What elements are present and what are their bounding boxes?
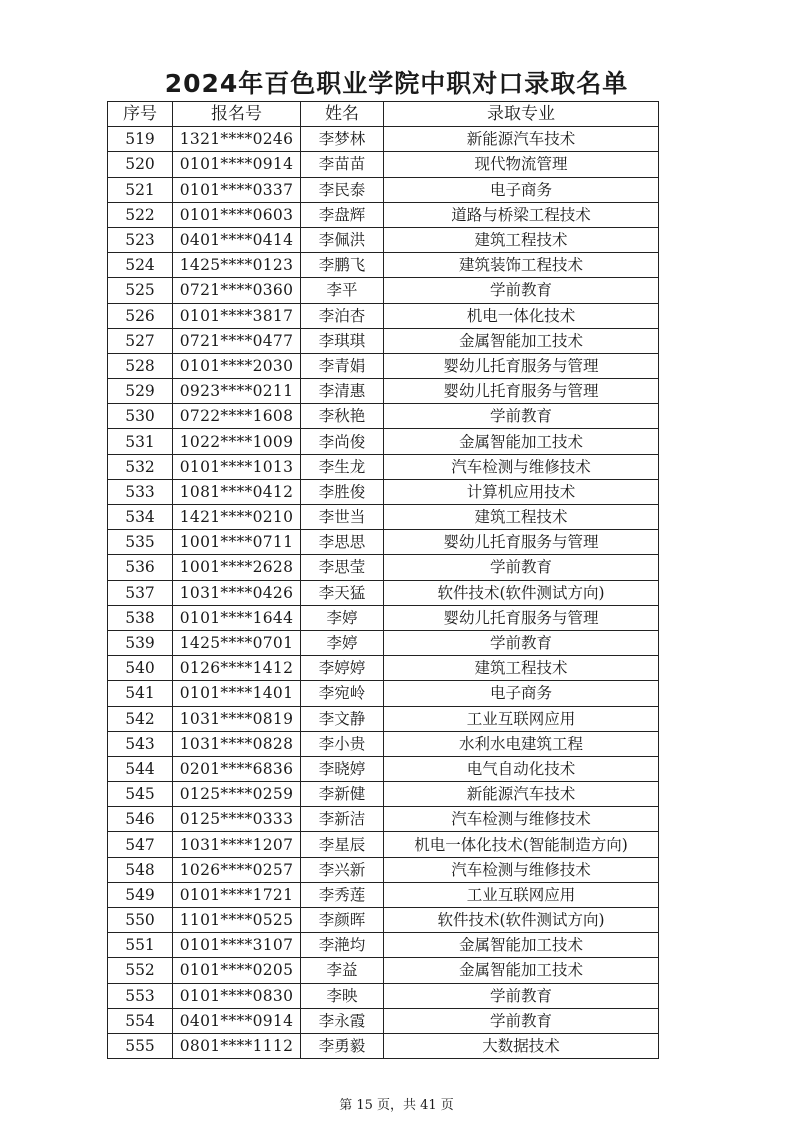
name-cell: 李秀莲 (301, 882, 384, 907)
major-cell: 电气自动化技术 (384, 756, 659, 781)
serial-cell: 535 (108, 530, 173, 555)
major-cell: 机电一体化技术 (384, 303, 659, 328)
registration-number-cell: 0721****0360 (173, 278, 301, 303)
table-row (108, 278, 659, 303)
serial-cell: 548 (108, 857, 173, 882)
registration-number-cell: 0126****1412 (173, 656, 301, 681)
serial-cell: 519 (108, 127, 173, 152)
major-cell: 新能源汽车技术 (384, 127, 659, 152)
major-cell: 学前教育 (384, 278, 659, 303)
registration-number-cell: 0125****0259 (173, 782, 301, 807)
serial-cell: 524 (108, 253, 173, 278)
serial-cell: 520 (108, 152, 173, 177)
major-cell: 金属智能加工技术 (384, 958, 659, 983)
serial-cell: 541 (108, 681, 173, 706)
name-cell: 李天猛 (301, 580, 384, 605)
registration-number-cell: 0923****0211 (173, 379, 301, 404)
major-cell: 建筑工程技术 (384, 656, 659, 681)
serial-cell: 527 (108, 328, 173, 353)
table-row (108, 782, 659, 807)
serial-cell: 554 (108, 1008, 173, 1033)
major-cell: 汽车检测与维修技术 (384, 857, 659, 882)
table-row (108, 429, 659, 454)
serial-cell: 526 (108, 303, 173, 328)
name-cell: 李新健 (301, 782, 384, 807)
admission-table (107, 101, 659, 1059)
major-cell: 新能源汽车技术 (384, 782, 659, 807)
table-row (108, 303, 659, 328)
serial-cell: 530 (108, 404, 173, 429)
table-row (108, 328, 659, 353)
registration-number-cell: 1425****0123 (173, 253, 301, 278)
major-cell: 建筑工程技术 (384, 505, 659, 530)
table-row (108, 555, 659, 580)
serial-cell: 545 (108, 782, 173, 807)
table-row (108, 832, 659, 857)
name-cell: 李益 (301, 958, 384, 983)
registration-number-cell: 1421****0210 (173, 505, 301, 530)
table-row (108, 605, 659, 630)
name-cell: 李勇毅 (301, 1033, 384, 1058)
table-row (108, 958, 659, 983)
registration-number-cell: 1031****1207 (173, 832, 301, 857)
serial-cell: 550 (108, 908, 173, 933)
serial-cell: 525 (108, 278, 173, 303)
name-cell: 李颜晖 (301, 908, 384, 933)
serial-cell: 532 (108, 454, 173, 479)
serial-cell: 536 (108, 555, 173, 580)
registration-number-cell: 1031****0426 (173, 580, 301, 605)
registration-number-cell: 1022****1009 (173, 429, 301, 454)
table-row (108, 530, 659, 555)
table-body (108, 127, 659, 1059)
major-cell: 建筑装饰工程技术 (384, 253, 659, 278)
registration-number-cell: 0101****3107 (173, 933, 301, 958)
major-cell: 金属智能加工技术 (384, 429, 659, 454)
name-cell: 李泊杏 (301, 303, 384, 328)
serial-cell: 542 (108, 706, 173, 731)
registration-number-cell: 0101****0205 (173, 958, 301, 983)
registration-number-cell: 0101****0337 (173, 177, 301, 202)
name-cell: 李盘辉 (301, 202, 384, 227)
major-cell: 建筑工程技术 (384, 227, 659, 252)
major-cell: 学前教育 (384, 404, 659, 429)
serial-cell: 529 (108, 379, 173, 404)
table-row (108, 1033, 659, 1058)
name-cell: 李婷 (301, 605, 384, 630)
major-cell: 学前教育 (384, 983, 659, 1008)
name-cell: 李思莹 (301, 555, 384, 580)
name-cell: 李生龙 (301, 454, 384, 479)
table-row (108, 127, 659, 152)
registration-number-cell: 0721****0477 (173, 328, 301, 353)
table-row (108, 404, 659, 429)
registration-number-cell: 0125****0333 (173, 807, 301, 832)
major-cell: 水利水电建筑工程 (384, 731, 659, 756)
registration-number-cell: 0101****3817 (173, 303, 301, 328)
serial-cell: 539 (108, 630, 173, 655)
registration-number-cell: 1031****0828 (173, 731, 301, 756)
name-cell: 李星辰 (301, 832, 384, 857)
registration-number-cell: 1425****0701 (173, 630, 301, 655)
major-cell: 金属智能加工技术 (384, 328, 659, 353)
document-title: 2024年百色职业学院中职对口录取名单 (164, 69, 629, 98)
header-major: 录取专业 (384, 102, 659, 127)
name-cell: 李民泰 (301, 177, 384, 202)
table-row (108, 983, 659, 1008)
table-row (108, 857, 659, 882)
serial-cell: 555 (108, 1033, 173, 1058)
serial-cell: 538 (108, 605, 173, 630)
major-cell: 学前教育 (384, 1008, 659, 1033)
table-header-row (108, 102, 659, 127)
name-cell: 李胜俊 (301, 479, 384, 504)
name-cell: 李佩洪 (301, 227, 384, 252)
name-cell: 李婷婷 (301, 656, 384, 681)
registration-number-cell: 1081****0412 (173, 479, 301, 504)
header-serial: 序号 (108, 102, 173, 127)
name-cell: 李尚俊 (301, 429, 384, 454)
serial-cell: 528 (108, 353, 173, 378)
header-name: 姓名 (301, 102, 384, 127)
name-cell: 李兴新 (301, 857, 384, 882)
name-cell: 李婷 (301, 630, 384, 655)
registration-number-cell: 1001****2628 (173, 555, 301, 580)
serial-cell: 547 (108, 832, 173, 857)
table-row (108, 681, 659, 706)
name-cell: 李青娟 (301, 353, 384, 378)
name-cell: 李滟均 (301, 933, 384, 958)
table-row (108, 202, 659, 227)
name-cell: 李秋艳 (301, 404, 384, 429)
major-cell: 婴幼儿托育服务与管理 (384, 605, 659, 630)
header-registration-number: 报名号 (173, 102, 301, 127)
major-cell: 金属智能加工技术 (384, 933, 659, 958)
table-row (108, 479, 659, 504)
registration-number-cell: 0101****1721 (173, 882, 301, 907)
major-cell: 电子商务 (384, 681, 659, 706)
registration-number-cell: 1031****0819 (173, 706, 301, 731)
name-cell: 李晓婷 (301, 756, 384, 781)
major-cell: 婴幼儿托育服务与管理 (384, 530, 659, 555)
table-row (108, 152, 659, 177)
registration-number-cell: 0401****0414 (173, 227, 301, 252)
major-cell: 电子商务 (384, 177, 659, 202)
table-row (108, 630, 659, 655)
major-cell: 婴幼儿托育服务与管理 (384, 353, 659, 378)
name-cell: 李映 (301, 983, 384, 1008)
table-row (108, 756, 659, 781)
name-cell: 李清惠 (301, 379, 384, 404)
registration-number-cell: 1001****0711 (173, 530, 301, 555)
table-row (108, 177, 659, 202)
name-cell: 李平 (301, 278, 384, 303)
registration-number-cell: 1321****0246 (173, 127, 301, 152)
serial-cell: 553 (108, 983, 173, 1008)
serial-cell: 537 (108, 580, 173, 605)
table-row (108, 580, 659, 605)
name-cell: 李琪琪 (301, 328, 384, 353)
serial-cell: 544 (108, 756, 173, 781)
table-row (108, 505, 659, 530)
name-cell: 李世当 (301, 505, 384, 530)
table-row (108, 882, 659, 907)
name-cell: 李鹏飞 (301, 253, 384, 278)
table-row (108, 656, 659, 681)
table-row (108, 706, 659, 731)
serial-cell: 522 (108, 202, 173, 227)
serial-cell: 546 (108, 807, 173, 832)
registration-number-cell: 0401****0914 (173, 1008, 301, 1033)
major-cell: 道路与桥梁工程技术 (384, 202, 659, 227)
name-cell: 李文静 (301, 706, 384, 731)
major-cell: 学前教育 (384, 555, 659, 580)
registration-number-cell: 0101****1013 (173, 454, 301, 479)
serial-cell: 551 (108, 933, 173, 958)
major-cell: 现代物流管理 (384, 152, 659, 177)
registration-number-cell: 0101****2030 (173, 353, 301, 378)
serial-cell: 521 (108, 177, 173, 202)
registration-number-cell: 0101****1401 (173, 681, 301, 706)
serial-cell: 534 (108, 505, 173, 530)
table-row (108, 731, 659, 756)
serial-cell: 540 (108, 656, 173, 681)
registration-number-cell: 0801****1112 (173, 1033, 301, 1058)
table-row (108, 379, 659, 404)
name-cell: 李永霞 (301, 1008, 384, 1033)
serial-cell: 531 (108, 429, 173, 454)
major-cell: 工业互联网应用 (384, 882, 659, 907)
table-row (108, 253, 659, 278)
registration-number-cell: 1026****0257 (173, 857, 301, 882)
registration-number-cell: 0722****1608 (173, 404, 301, 429)
name-cell: 李思思 (301, 530, 384, 555)
serial-cell: 549 (108, 882, 173, 907)
name-cell: 李小贵 (301, 731, 384, 756)
serial-cell: 533 (108, 479, 173, 504)
table-row (108, 1008, 659, 1033)
serial-cell: 552 (108, 958, 173, 983)
major-cell: 汽车检测与维修技术 (384, 807, 659, 832)
serial-cell: 543 (108, 731, 173, 756)
table-row (108, 353, 659, 378)
table-row (108, 227, 659, 252)
major-cell: 软件技术(软件测试方向) (384, 908, 659, 933)
table-row (108, 807, 659, 832)
name-cell: 李宛岭 (301, 681, 384, 706)
table-row (108, 933, 659, 958)
registration-number-cell: 0101****0603 (173, 202, 301, 227)
name-cell: 李新洁 (301, 807, 384, 832)
major-cell: 计算机应用技术 (384, 479, 659, 504)
page-footer: 第 15 页，共 41 页 (339, 1098, 454, 1113)
name-cell: 李梦林 (301, 127, 384, 152)
major-cell: 婴幼儿托育服务与管理 (384, 379, 659, 404)
table-row (108, 908, 659, 933)
registration-number-cell: 0101****0830 (173, 983, 301, 1008)
name-cell: 李苗苗 (301, 152, 384, 177)
registration-number-cell: 0201****6836 (173, 756, 301, 781)
registration-number-cell: 0101****0914 (173, 152, 301, 177)
major-cell: 机电一体化技术(智能制造方向) (384, 832, 659, 857)
major-cell: 软件技术(软件测试方向) (384, 580, 659, 605)
major-cell: 汽车检测与维修技术 (384, 454, 659, 479)
major-cell: 大数据技术 (384, 1033, 659, 1058)
major-cell: 学前教育 (384, 630, 659, 655)
serial-cell: 523 (108, 227, 173, 252)
major-cell: 工业互联网应用 (384, 706, 659, 731)
registration-number-cell: 1101****0525 (173, 908, 301, 933)
registration-number-cell: 0101****1644 (173, 605, 301, 630)
table-row (108, 454, 659, 479)
